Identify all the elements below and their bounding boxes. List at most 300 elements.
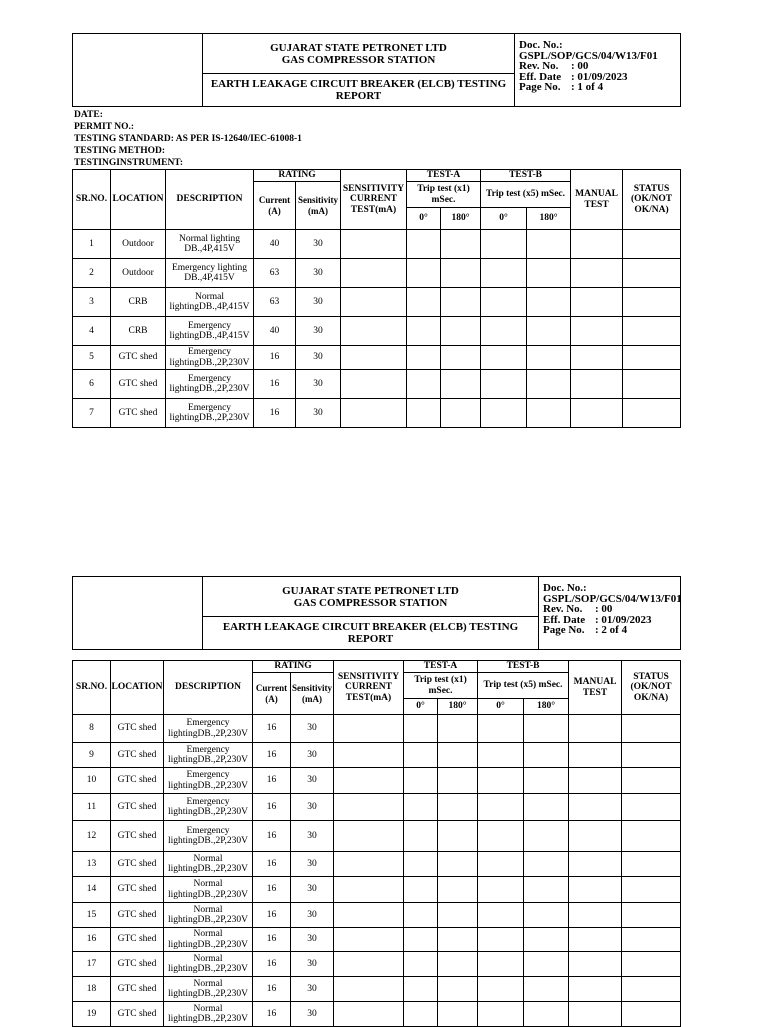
table-row	[73, 715, 681, 743]
cell-manual-test[interactable]	[571, 317, 623, 346]
cell-sensitivity: 30	[291, 903, 334, 928]
cell-test-a-0deg[interactable]	[407, 399, 441, 428]
cell-sensitivity-test[interactable]	[334, 852, 404, 877]
cell-location: CRB	[111, 288, 166, 317]
cell-srno: 8	[73, 715, 111, 743]
cell-sensitivity-test[interactable]	[341, 288, 407, 317]
cell-current: 16	[253, 852, 291, 877]
cell-status[interactable]	[622, 768, 681, 794]
cell-sensitivity: 30	[291, 1002, 334, 1027]
cell-location: GTC shed	[111, 952, 164, 977]
cell-test-b-0deg[interactable]	[478, 821, 524, 852]
cell-test-b-180deg[interactable]	[527, 259, 571, 288]
cell-status[interactable]	[622, 977, 681, 1002]
cell-test-b-0deg[interactable]	[478, 877, 524, 903]
cell-srno: 5	[73, 346, 111, 370]
cell-status[interactable]	[622, 715, 681, 743]
table-row	[73, 952, 681, 977]
cell-test-b-0deg[interactable]	[481, 230, 527, 259]
cell-status[interactable]	[623, 399, 681, 428]
company-line-2: GAS COMPRESSOR STATION	[281, 53, 436, 66]
cell-manual-test[interactable]	[569, 715, 622, 743]
table-row	[73, 928, 681, 952]
col-location: LOCATION	[111, 661, 164, 715]
cell-test-a-180deg[interactable]	[438, 928, 478, 952]
table-row	[73, 288, 681, 317]
col-srno: SR.NO.	[73, 170, 111, 230]
cell-srno: 11	[73, 794, 111, 821]
cell-location: GTC shed	[111, 370, 166, 399]
col-test-b-0deg: 0°	[478, 699, 524, 715]
eff-date-value: : 01/09/2023	[595, 613, 652, 626]
cell-test-a-0deg[interactable]	[404, 877, 438, 903]
cell-current: 16	[253, 903, 291, 928]
cell-status[interactable]	[622, 952, 681, 977]
report-page-1	[72, 33, 681, 428]
cell-current: 40	[254, 317, 296, 346]
date-field: DATE:	[74, 110, 103, 120]
cell-test-a-180deg[interactable]	[438, 952, 478, 977]
cell-sensitivity-test[interactable]	[334, 743, 404, 768]
cell-status[interactable]	[622, 903, 681, 928]
cell-current: 16	[254, 346, 296, 370]
col-test-a-0deg: 0°	[407, 208, 441, 230]
cell-test-a-0deg[interactable]	[407, 317, 441, 346]
cell-test-a-0deg[interactable]	[407, 346, 441, 370]
cell-status[interactable]	[623, 317, 681, 346]
cell-current: 63	[254, 259, 296, 288]
cell-location: GTC shed	[111, 715, 164, 743]
col-rating: RATING	[254, 170, 341, 182]
page-no-label: Page No.	[543, 624, 585, 636]
cell-srno: 6	[73, 370, 111, 399]
cell-sensitivity: 30	[291, 715, 334, 743]
cell-test-a-180deg[interactable]	[441, 346, 481, 370]
cell-location: GTC shed	[111, 346, 166, 370]
cell-srno: 19	[73, 1002, 111, 1027]
cell-srno: 3	[73, 288, 111, 317]
table-row	[73, 259, 681, 288]
cell-test-a-180deg[interactable]	[438, 743, 478, 768]
cell-test-b-0deg[interactable]	[481, 399, 527, 428]
col-trip-x5: Trip test (x5) mSec.	[481, 182, 571, 208]
cell-test-a-180deg[interactable]	[438, 768, 478, 794]
cell-test-b-180deg[interactable]	[527, 370, 571, 399]
cell-description: Normal lightingDB.,2P,230V	[164, 952, 253, 977]
cell-test-a-180deg[interactable]	[438, 794, 478, 821]
cell-test-a-0deg[interactable]	[407, 370, 441, 399]
col-trip-x1: Trip test (x1) mSec.	[407, 182, 481, 208]
cell-manual-test[interactable]	[569, 768, 622, 794]
col-sensitivity: Sensitivity (mA)	[296, 182, 341, 230]
cell-current: 16	[253, 768, 291, 794]
col-sensitivity: Sensitivity (mA)	[291, 673, 334, 715]
cell-test-b-180deg[interactable]	[527, 399, 571, 428]
col-test-a-180deg: 180°	[438, 699, 478, 715]
cell-location: Outdoor	[111, 259, 166, 288]
cell-status[interactable]	[622, 928, 681, 952]
cell-manual-test[interactable]	[571, 288, 623, 317]
cell-test-a-180deg[interactable]	[438, 877, 478, 903]
cell-test-b-0deg[interactable]	[478, 952, 524, 977]
cell-srno: 14	[73, 877, 111, 903]
cell-test-a-180deg[interactable]	[438, 852, 478, 877]
col-status: STATUS (OK/NOT OK/NA)	[622, 661, 681, 715]
col-test-a: TEST-A	[404, 661, 478, 673]
company-line-1: GUJARAT STATE PETRONET LTD	[270, 41, 447, 54]
col-description: DESCRIPTION	[164, 661, 253, 715]
cell-current: 16	[253, 794, 291, 821]
table-row	[73, 794, 681, 821]
cell-test-b-0deg[interactable]	[478, 903, 524, 928]
cell-status[interactable]	[622, 743, 681, 768]
cell-status[interactable]	[623, 259, 681, 288]
cell-status[interactable]	[623, 346, 681, 370]
eff-date-label: Eff. Date	[519, 70, 562, 83]
cell-sensitivity: 30	[291, 794, 334, 821]
cell-manual-test[interactable]	[569, 1002, 622, 1027]
rev-label: Rev. No.	[543, 603, 583, 615]
cell-manual-test[interactable]	[569, 852, 622, 877]
cell-manual-test[interactable]	[571, 370, 623, 399]
cell-test-a-180deg[interactable]	[438, 1002, 478, 1027]
cell-description: Emergency lightingDB.,2P,230V	[164, 715, 253, 743]
cell-srno: 16	[73, 928, 111, 952]
cell-test-a-0deg[interactable]	[404, 903, 438, 928]
cell-sensitivity: 30	[296, 399, 341, 428]
cell-test-b-0deg[interactable]	[478, 852, 524, 877]
cell-test-a-180deg[interactable]	[438, 821, 478, 852]
cell-sensitivity-test[interactable]	[334, 794, 404, 821]
table-row	[73, 821, 681, 852]
cell-test-a-180deg[interactable]	[441, 399, 481, 428]
cell-current: 16	[253, 715, 291, 743]
cell-srno: 2	[73, 259, 111, 288]
cell-srno: 1	[73, 230, 111, 259]
cell-test-b-0deg[interactable]	[481, 259, 527, 288]
cell-test-a-180deg[interactable]	[441, 230, 481, 259]
col-location: LOCATION	[111, 170, 166, 230]
cell-sensitivity-test[interactable]	[341, 399, 407, 428]
cell-test-b-0deg[interactable]	[481, 346, 527, 370]
cell-location: GTC shed	[111, 977, 164, 1002]
cell-status[interactable]	[622, 794, 681, 821]
cell-location: CRB	[111, 317, 166, 346]
cell-srno: 7	[73, 399, 111, 428]
cell-current: 16	[253, 877, 291, 903]
cell-test-b-180deg[interactable]	[524, 952, 569, 977]
cell-test-b-180deg[interactable]	[524, 821, 569, 852]
cell-location: GTC shed	[111, 877, 164, 903]
cell-manual-test[interactable]	[569, 821, 622, 852]
cell-test-b-180deg[interactable]	[527, 317, 571, 346]
cell-test-a-0deg[interactable]	[404, 977, 438, 1002]
cell-test-a-180deg[interactable]	[441, 259, 481, 288]
cell-description: Normal lightingDB.,4P,415V	[166, 288, 254, 317]
cell-location: GTC shed	[111, 852, 164, 877]
cell-test-b-0deg[interactable]	[478, 928, 524, 952]
cell-test-b-180deg[interactable]	[524, 743, 569, 768]
doc-info	[515, 34, 681, 107]
cell-sensitivity-test[interactable]	[334, 928, 404, 952]
cell-location: GTC shed	[111, 821, 164, 852]
cell-test-a-0deg[interactable]	[404, 821, 438, 852]
cell-sensitivity: 30	[296, 259, 341, 288]
cell-test-b-180deg[interactable]	[524, 715, 569, 743]
cell-sensitivity-test[interactable]	[334, 977, 404, 1002]
table-row	[73, 743, 681, 768]
eff-date-value: : 01/09/2023	[571, 70, 628, 83]
table-row	[73, 1002, 681, 1027]
table-row	[73, 877, 681, 903]
cell-test-a-180deg[interactable]	[441, 370, 481, 399]
document-header	[72, 576, 681, 650]
col-trip-x5: Trip test (x5) mSec.	[478, 673, 569, 699]
cell-description: Emergency lightingDB.,2P,230V	[164, 743, 253, 768]
cell-location: GTC shed	[111, 928, 164, 952]
page-no-value: : 2 of 4	[595, 624, 628, 636]
doc-no-value: GSPL/SOP/GCS/04/W13/F01	[519, 49, 658, 62]
cell-srno: 17	[73, 952, 111, 977]
cell-test-b-0deg[interactable]	[478, 768, 524, 794]
cell-current: 16	[253, 977, 291, 1002]
cell-sensitivity: 30	[291, 977, 334, 1002]
cell-sensitivity-test[interactable]	[334, 821, 404, 852]
cell-test-a-0deg[interactable]	[404, 928, 438, 952]
col-test-b-0deg: 0°	[481, 208, 527, 230]
cell-location: GTC shed	[111, 768, 164, 794]
cell-status[interactable]	[622, 877, 681, 903]
cell-manual-test[interactable]	[569, 903, 622, 928]
cell-description: Normal lightingDB.,2P,230V	[164, 877, 253, 903]
cell-test-a-0deg[interactable]	[404, 952, 438, 977]
cell-test-b-0deg[interactable]	[478, 794, 524, 821]
cell-current: 16	[254, 399, 296, 428]
cell-sensitivity-test[interactable]	[334, 952, 404, 977]
cell-test-a-180deg[interactable]	[438, 903, 478, 928]
company-line-2: GAS COMPRESSOR STATION	[293, 596, 448, 609]
cell-current: 16	[254, 370, 296, 399]
cell-location: GTC shed	[111, 743, 164, 768]
cell-test-b-180deg[interactable]	[527, 346, 571, 370]
table-row	[73, 317, 681, 346]
rev-value: : 00	[571, 60, 589, 72]
cell-test-a-180deg[interactable]	[441, 317, 481, 346]
cell-sensitivity-test[interactable]	[334, 768, 404, 794]
cell-test-a-0deg[interactable]	[404, 794, 438, 821]
col-test-b-180deg: 180°	[527, 208, 571, 230]
cell-test-b-180deg[interactable]	[524, 928, 569, 952]
cell-manual-test[interactable]	[569, 952, 622, 977]
cell-status[interactable]	[622, 852, 681, 877]
cell-current: 16	[253, 928, 291, 952]
cell-test-a-0deg[interactable]	[404, 768, 438, 794]
col-test-b-180deg: 180°	[524, 699, 569, 715]
cell-test-b-180deg[interactable]	[524, 768, 569, 794]
page-no-label: Page No.	[519, 81, 561, 93]
page-no-value: : 1 of 4	[571, 81, 604, 93]
doc-no-label: Doc. No.:	[543, 582, 587, 594]
cell-location: GTC shed	[111, 794, 164, 821]
cell-status[interactable]	[622, 821, 681, 852]
cell-srno: 13	[73, 852, 111, 877]
cell-status[interactable]	[623, 370, 681, 399]
col-description: DESCRIPTION	[166, 170, 254, 230]
cell-srno: 9	[73, 743, 111, 768]
cell-status[interactable]	[623, 230, 681, 259]
instrument-field: TESTINGINSTRUMENT:	[74, 158, 184, 168]
cell-description: Emergency lighting DB.,4P,415V	[166, 259, 254, 288]
report-page-2	[72, 576, 681, 1027]
cell-manual-test[interactable]	[569, 928, 622, 952]
cell-srno: 12	[73, 821, 111, 852]
table-row	[73, 399, 681, 428]
cell-test-b-180deg[interactable]	[524, 794, 569, 821]
cell-manual-test[interactable]	[571, 399, 623, 428]
col-manual-test: MANUAL TEST	[571, 170, 623, 230]
cell-test-b-180deg[interactable]	[524, 1002, 569, 1027]
col-test-a-180deg: 180°	[441, 208, 481, 230]
table-row	[73, 768, 681, 794]
cell-test-a-180deg[interactable]	[438, 977, 478, 1002]
cell-manual-test[interactable]	[569, 977, 622, 1002]
cell-sensitivity: 30	[291, 821, 334, 852]
cell-description: Normal lightingDB.,2P,230V	[164, 903, 253, 928]
cell-test-b-180deg[interactable]	[524, 852, 569, 877]
report-title: EARTH LEAKAGE CIRCUIT BREAKER (ELCB) TESTING REPORT	[203, 617, 539, 650]
document-header	[72, 33, 681, 107]
test-table-2	[72, 660, 681, 1027]
cell-sensitivity: 30	[296, 288, 341, 317]
cell-test-a-180deg[interactable]	[438, 715, 478, 743]
cell-description: Emergency lightingDB.,4P,415V	[166, 317, 254, 346]
cell-test-b-180deg[interactable]	[524, 877, 569, 903]
cell-description: Normal lightingDB.,2P,230V	[164, 852, 253, 877]
test-table-1	[72, 169, 681, 428]
cell-current: 16	[253, 743, 291, 768]
col-test-b: TEST-B	[478, 661, 569, 673]
cell-test-a-0deg[interactable]	[404, 1002, 438, 1027]
cell-description: Normal lightingDB.,2P,230V	[164, 928, 253, 952]
cell-srno: 4	[73, 317, 111, 346]
col-test-a: TEST-A	[407, 170, 481, 182]
table-row	[73, 977, 681, 1002]
cell-location: GTC shed	[111, 903, 164, 928]
cell-srno: 15	[73, 903, 111, 928]
cell-test-a-0deg[interactable]	[407, 288, 441, 317]
cell-location: GTC shed	[111, 1002, 164, 1027]
cell-test-a-0deg[interactable]	[407, 230, 441, 259]
cell-sensitivity: 30	[296, 230, 341, 259]
cell-current: 40	[254, 230, 296, 259]
cell-test-a-0deg[interactable]	[404, 852, 438, 877]
table-row	[73, 903, 681, 928]
col-sensitivity-test: SENSITIVITY CURRENT TEST(mA)	[341, 170, 407, 230]
table-row	[73, 230, 681, 259]
cell-sensitivity-test[interactable]	[334, 903, 404, 928]
cell-sensitivity-test[interactable]	[341, 259, 407, 288]
rev-value: : 00	[595, 603, 613, 615]
cell-manual-test[interactable]	[571, 259, 623, 288]
cell-sensitivity: 30	[291, 952, 334, 977]
doc-no-value: GSPL/SOP/GCS/04/W13/F01	[543, 592, 682, 605]
cell-description: Normal lighting DB.,4P,415V	[166, 230, 254, 259]
cell-test-b-180deg[interactable]	[527, 288, 571, 317]
logo-area	[73, 577, 203, 650]
cell-sensitivity-test[interactable]	[334, 877, 404, 903]
cell-sensitivity: 30	[291, 877, 334, 903]
eff-date-label: Eff. Date	[543, 613, 586, 626]
cell-manual-test[interactable]	[571, 346, 623, 370]
col-current: Current (A)	[253, 673, 291, 715]
col-test-a-0deg: 0°	[404, 699, 438, 715]
cell-test-b-0deg[interactable]	[478, 1002, 524, 1027]
cell-status[interactable]	[623, 288, 681, 317]
cell-test-a-0deg[interactable]	[407, 259, 441, 288]
col-sensitivity-test: SENSITIVITY CURRENT TEST(mA)	[334, 661, 404, 715]
cell-manual-test[interactable]	[569, 743, 622, 768]
cell-test-b-180deg[interactable]	[524, 977, 569, 1002]
cell-test-b-180deg[interactable]	[527, 230, 571, 259]
cell-location: GTC shed	[111, 399, 166, 428]
cell-sensitivity-test[interactable]	[334, 715, 404, 743]
cell-sensitivity-test[interactable]	[341, 346, 407, 370]
cell-test-b-0deg[interactable]	[478, 715, 524, 743]
cell-sensitivity: 30	[291, 768, 334, 794]
cell-manual-test[interactable]	[569, 877, 622, 903]
table-row	[73, 370, 681, 399]
cell-test-b-0deg[interactable]	[478, 977, 524, 1002]
cell-test-a-180deg[interactable]	[441, 288, 481, 317]
cell-sensitivity: 30	[291, 852, 334, 877]
cell-current: 63	[254, 288, 296, 317]
cell-test-b-0deg[interactable]	[481, 288, 527, 317]
cell-sensitivity-test[interactable]	[334, 1002, 404, 1027]
cell-current: 16	[253, 952, 291, 977]
cell-sensitivity: 30	[291, 743, 334, 768]
table-row	[73, 346, 681, 370]
cell-sensitivity-test[interactable]	[341, 317, 407, 346]
cell-test-b-0deg[interactable]	[481, 317, 527, 346]
cell-test-b-0deg[interactable]	[481, 370, 527, 399]
col-trip-x1: Trip test (x1) mSec.	[404, 673, 478, 699]
col-test-b: TEST-B	[481, 170, 571, 182]
cell-description: Normal lightingDB.,2P,230V	[164, 977, 253, 1002]
col-srno: SR.NO.	[73, 661, 111, 715]
cell-description: Emergency lightingDB.,2P,230V	[164, 794, 253, 821]
cell-sensitivity-test[interactable]	[341, 370, 407, 399]
table-row	[73, 852, 681, 877]
cell-sensitivity: 30	[291, 928, 334, 952]
cell-test-b-180deg[interactable]	[524, 903, 569, 928]
doc-info	[539, 577, 681, 650]
logo-area	[73, 34, 203, 107]
col-rating: RATING	[253, 661, 334, 673]
cell-sensitivity-test[interactable]	[341, 230, 407, 259]
test-meta	[74, 109, 681, 169]
cell-manual-test[interactable]	[571, 230, 623, 259]
cell-test-b-0deg[interactable]	[478, 743, 524, 768]
cell-test-a-0deg[interactable]	[404, 743, 438, 768]
cell-description: Emergency lightingDB.,2P,230V	[164, 768, 253, 794]
cell-srno: 10	[73, 768, 111, 794]
cell-description: Emergency lightingDB.,2P,230V	[166, 399, 254, 428]
cell-manual-test[interactable]	[569, 794, 622, 821]
cell-status[interactable]	[622, 1002, 681, 1027]
cell-test-a-0deg[interactable]	[404, 715, 438, 743]
permit-field: PERMIT NO.:	[74, 122, 134, 132]
cell-current: 16	[253, 821, 291, 852]
